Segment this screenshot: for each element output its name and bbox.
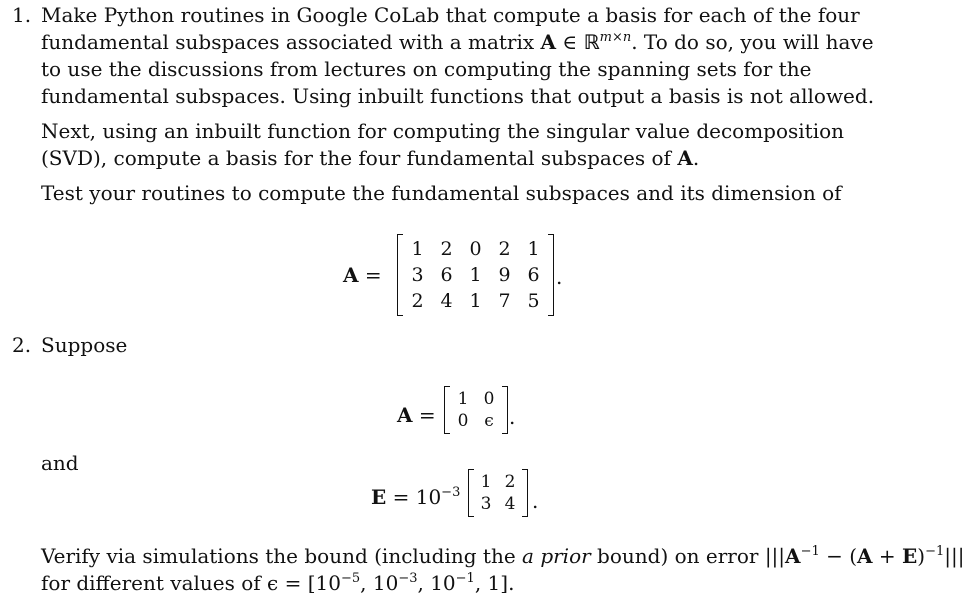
matrix-cell: 2 bbox=[498, 238, 511, 260]
problem-1-number: 1. bbox=[12, 3, 32, 27]
matrix-cell: 5 bbox=[527, 290, 540, 312]
and-text: and bbox=[41, 451, 79, 475]
matrix-cell: 6 bbox=[527, 264, 540, 286]
matrix-a2-period: . bbox=[509, 405, 516, 429]
matrix-cell: 7 bbox=[498, 290, 511, 312]
matrix-a2-label: A = bbox=[397, 403, 436, 427]
matrix-cell: ϵ bbox=[484, 411, 494, 431]
problem-1-paragraph-2: Next, using an inbuilt function for computing the singular value decomposition (SVD), compute a basis for the four fundamental subspaces of A. bbox=[41, 119, 845, 170]
matrix-a-3x5 bbox=[397, 234, 554, 316]
suppose-text: Suppose bbox=[41, 333, 128, 357]
problem-1-paragraph-3: Test your routines to compute the fundamental subspaces and its dimension of bbox=[41, 181, 842, 205]
problem-2-number: 2. bbox=[12, 333, 32, 357]
matrix-a-2x2 bbox=[444, 386, 508, 434]
right-bracket bbox=[548, 234, 554, 316]
matrix-a-label: A = bbox=[343, 263, 382, 287]
matrix-cell: 9 bbox=[498, 264, 511, 286]
matrix-e-2x2 bbox=[468, 469, 528, 517]
right-bracket bbox=[522, 469, 528, 517]
matrix-cell: 1 bbox=[469, 264, 482, 286]
matrix-e-cells bbox=[474, 469, 522, 517]
matrix-cell: 0 bbox=[469, 238, 482, 260]
matrix-cell: 3 bbox=[480, 494, 492, 514]
triple-norm-close: ||| bbox=[944, 544, 964, 568]
matrix-cell: 6 bbox=[440, 264, 453, 286]
matrix-symbol: A bbox=[540, 30, 557, 54]
reals-symbol: ℝ bbox=[583, 30, 600, 54]
right-bracket bbox=[502, 386, 508, 434]
matrix-cell: 3 bbox=[411, 264, 424, 286]
matrix-cell: 0 bbox=[457, 411, 469, 431]
matrix-a-period: . bbox=[556, 265, 563, 289]
verify-line-2: for different values of $\epsilon = [10^{-5}$, $10^{-3}$, $10^{-1}$, 1]. bbox=[41, 571, 515, 595]
matrix-cell: 1 bbox=[411, 238, 424, 260]
problem-1-paragraph-1: Make Python routines in Google CoLab that compute a basis for each of the four fundamental subspaces associated with a matrix A ∈ ℝ$^{m\times n}$. To do so, you will have to use the discussions from lectures on computing the spanning sets for the fundamental subspaces. Using inbuilt functions that output a basis is not allowed. bbox=[41, 3, 875, 108]
matrix-e-period: . bbox=[532, 489, 539, 513]
triple-norm-open: ||| bbox=[764, 544, 786, 568]
matrix-cell: 1 bbox=[469, 290, 482, 312]
matrix-cell: 2 bbox=[411, 290, 424, 312]
matrix-cell: 1 bbox=[527, 238, 540, 260]
matrix-cell: 4 bbox=[504, 494, 516, 514]
matrix-cell: 1 bbox=[457, 389, 469, 409]
matrix-a-cells bbox=[403, 234, 548, 316]
matrix-a2-cells bbox=[450, 386, 502, 434]
matrix-cell: 1 bbox=[480, 472, 492, 492]
matrix-cell: 2 bbox=[440, 238, 453, 260]
matrix-cell: 4 bbox=[440, 290, 453, 312]
matrix-cell: 2 bbox=[504, 472, 516, 492]
verify-line-1: Verify via simulations the bound (including the a prior bound) on error $|||A^{-1} - (A + E)^{-1}|||$ bbox=[41, 544, 964, 568]
matrix-cell: 0 bbox=[483, 389, 495, 409]
matrix-e-label: $E = 10^{-3}$ bbox=[371, 485, 461, 509]
